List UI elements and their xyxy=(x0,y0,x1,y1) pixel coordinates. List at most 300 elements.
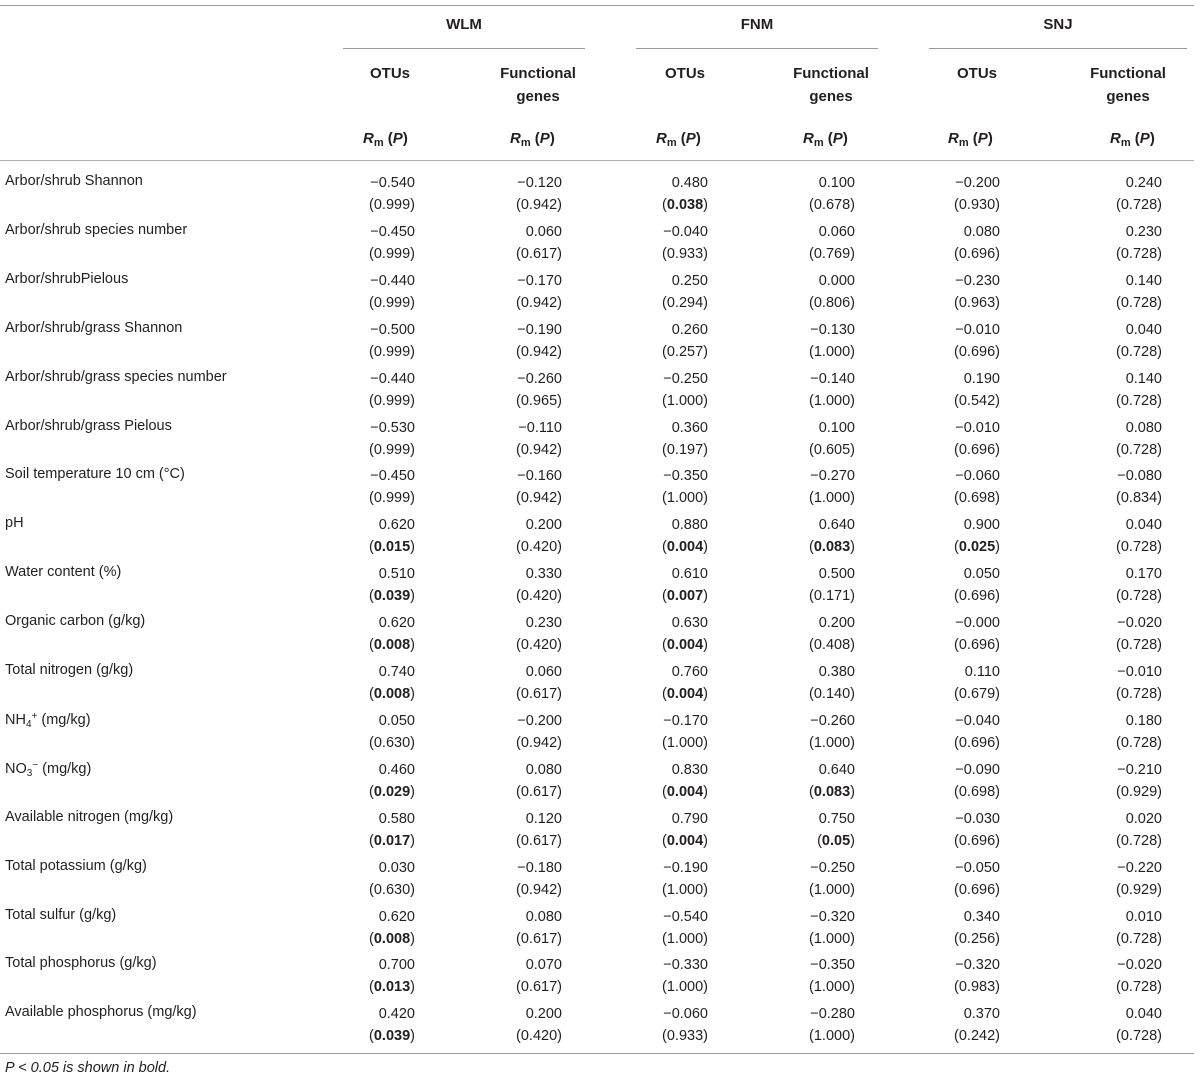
p-value-number: 0.696 xyxy=(958,343,996,360)
r-value: 0.580 xyxy=(378,810,415,827)
p-value-number: 0.678 xyxy=(813,197,851,213)
p-value-significant: 0.029 xyxy=(373,783,411,800)
p-value: (0.617) xyxy=(516,832,562,849)
r-value: −0.350 xyxy=(663,468,708,485)
p-value-number: 0.696 xyxy=(958,441,996,458)
r-value: −0.030 xyxy=(955,810,1000,827)
p-value-number: 0.999 xyxy=(373,441,411,458)
p-value-significant: 0.004 xyxy=(666,686,704,702)
p-value-significant: 0.083 xyxy=(813,783,851,800)
r-value: −0.440 xyxy=(370,272,415,289)
r-value: 0.230 xyxy=(525,615,562,632)
p-value: (1.000) xyxy=(809,734,855,751)
p-value-significant: 0.004 xyxy=(666,832,704,849)
p-value: (0.617) xyxy=(516,686,562,702)
row-label: Soil temperature 10 cm (°C) xyxy=(5,466,185,483)
p-value: (0.617) xyxy=(516,245,562,262)
r-value: −0.120 xyxy=(517,175,562,191)
r-value: 0.380 xyxy=(818,664,855,680)
p-value: (1.000) xyxy=(809,392,855,409)
r-value: 0.830 xyxy=(671,761,708,778)
p-value: (0.140) xyxy=(809,686,855,702)
p-value: (0.999) xyxy=(369,245,415,262)
row-label: Water content (%) xyxy=(5,564,122,581)
p-value: (0.942) xyxy=(516,294,562,311)
table-footnote: P < 0.05 is shown in bold. xyxy=(5,1060,171,1076)
p-value-significant: 0.083 xyxy=(813,539,851,556)
row-label: Total nitrogen (g/kg) xyxy=(5,662,134,678)
p-value-number: 0.999 xyxy=(373,343,411,360)
group-rule xyxy=(929,48,1187,49)
p-value: (0.983) xyxy=(954,979,1000,996)
r-value: −0.050 xyxy=(955,859,1000,876)
p-value: (0.617) xyxy=(516,930,562,947)
p-value-number: 1.000 xyxy=(666,734,704,751)
p-value-number: 0.197 xyxy=(666,441,704,458)
r-value: −0.090 xyxy=(955,761,1000,778)
table-row xyxy=(0,650,1194,702)
r-value: −0.020 xyxy=(1117,615,1162,632)
p-value: (0.05) xyxy=(817,832,855,849)
r-value: 0.040 xyxy=(1125,517,1162,534)
table-row xyxy=(0,503,1194,556)
p-value: (0.728) xyxy=(1116,245,1162,262)
r-value: 0.140 xyxy=(1125,370,1162,387)
p-value: (0.004) xyxy=(662,783,708,800)
r-value: −0.060 xyxy=(955,468,1000,485)
p-value-number: 0.630 xyxy=(373,734,411,751)
table-row xyxy=(0,552,1194,605)
row-label: Arbor/shrub/grass species number xyxy=(5,368,227,385)
row-label: Total phosphorus (g/kg) xyxy=(5,955,157,972)
p-value-number: 0.806 xyxy=(813,294,851,311)
r-value: 0.480 xyxy=(671,175,708,191)
p-value-number: 0.617 xyxy=(520,783,558,800)
p-value-number: 0.257 xyxy=(666,343,704,360)
r-value: 0.040 xyxy=(1125,1006,1162,1023)
p-value: (0.728) xyxy=(1116,979,1162,996)
p-value-number: 0.696 xyxy=(958,832,996,849)
r-value: 0.200 xyxy=(525,517,562,534)
p-value-number: 0.942 xyxy=(520,197,558,213)
p-value: (0.004) xyxy=(662,686,708,702)
p-value: (0.728) xyxy=(1116,294,1162,311)
label-sub: 4 xyxy=(25,718,32,730)
stat-r-sub: m xyxy=(520,137,531,149)
r-value: 0.050 xyxy=(378,712,415,729)
table-row xyxy=(0,846,1194,898)
p-value: (0.257) xyxy=(662,343,708,360)
p-value-significant: 0.008 xyxy=(373,930,411,947)
group-header: FNM xyxy=(740,16,774,33)
p-value: (0.617) xyxy=(516,783,562,800)
p-value-number: 1.000 xyxy=(666,930,704,947)
r-value: 0.080 xyxy=(525,761,562,778)
p-value-number: 0.140 xyxy=(813,686,851,702)
r-value: 0.100 xyxy=(818,175,855,191)
p-value-number: 1.000 xyxy=(813,881,851,898)
table-row xyxy=(0,601,1194,654)
p-value-number: 0.728 xyxy=(1120,832,1158,849)
top-rule xyxy=(0,5,1194,6)
r-value: −0.170 xyxy=(517,272,562,289)
p-value: (0.171) xyxy=(809,588,855,605)
row-label: Arbor/shrubPielous xyxy=(5,270,129,287)
p-value: (0.025) xyxy=(954,539,1000,556)
stat-p: P xyxy=(685,130,696,147)
r-value: −0.190 xyxy=(517,321,562,338)
p-value: (0.408) xyxy=(809,637,855,654)
r-value: −0.060 xyxy=(663,1006,708,1023)
p-value-number: 0.942 xyxy=(520,441,558,458)
table-row xyxy=(0,259,1194,311)
p-value: (1.000) xyxy=(662,881,708,898)
row-label: Organic carbon (g/kg) xyxy=(5,613,146,630)
table-row xyxy=(0,357,1194,409)
r-value: −0.440 xyxy=(370,370,415,387)
p-value-number: 0.999 xyxy=(373,392,411,409)
stat-r: R xyxy=(1110,130,1121,147)
p-value-number: 0.769 xyxy=(813,245,851,262)
row-label: pH xyxy=(5,515,24,532)
p-value-number: 0.999 xyxy=(373,197,411,213)
p-value: (1.000) xyxy=(662,930,708,947)
r-value: 0.700 xyxy=(378,957,415,974)
r-value: −0.020 xyxy=(1117,957,1162,974)
r-value: 0.620 xyxy=(378,517,415,534)
group-rule xyxy=(343,48,585,49)
p-value: (0.617) xyxy=(516,979,562,996)
p-value-number: 0.542 xyxy=(958,392,996,409)
p-value: (0.420) xyxy=(516,1028,562,1045)
r-value: −0.010 xyxy=(955,419,1000,436)
r-value: 0.620 xyxy=(378,615,415,632)
p-value-number: 0.617 xyxy=(520,930,558,947)
sub-header: OTUs xyxy=(956,65,997,82)
stat-p: P xyxy=(1139,130,1150,147)
p-value-number: 0.242 xyxy=(958,1028,996,1045)
r-value: 0.030 xyxy=(378,859,415,876)
p-value-number: 0.933 xyxy=(666,245,704,262)
p-value-number: 0.728 xyxy=(1120,245,1158,262)
r-value: 0.900 xyxy=(963,517,1000,534)
p-value: (0.696) xyxy=(954,588,1000,605)
p-value-significant: 0.004 xyxy=(666,637,704,654)
stat-r: R xyxy=(948,130,959,147)
p-value: (0.007) xyxy=(662,588,708,605)
r-value: −0.540 xyxy=(663,908,708,925)
p-value-number: 0.929 xyxy=(1120,881,1158,898)
table-row xyxy=(0,406,1194,458)
p-value: (0.999) xyxy=(369,490,415,507)
p-value: (0.294) xyxy=(662,294,708,311)
stat-r: R xyxy=(510,130,521,147)
value-cell xyxy=(482,1003,562,1047)
p-value-significant: 0.008 xyxy=(373,637,411,654)
r-value: 0.460 xyxy=(378,761,415,778)
p-value-significant: 0.008 xyxy=(373,686,411,702)
r-value: 0.620 xyxy=(378,908,415,925)
p-value: (0.698) xyxy=(954,783,1000,800)
r-value: 0.510 xyxy=(378,566,415,583)
p-value: (0.083) xyxy=(809,539,855,556)
p-value: (0.038) xyxy=(662,197,708,213)
p-value: (0.696) xyxy=(954,832,1000,849)
r-value: 0.420 xyxy=(378,1006,415,1023)
p-value-number: 1.000 xyxy=(813,979,851,996)
p-value-number: 0.630 xyxy=(373,881,411,898)
p-value: (1.000) xyxy=(809,930,855,947)
r-value: 0.080 xyxy=(1125,419,1162,436)
r-value: 0.640 xyxy=(818,517,855,534)
p-value-number: 0.963 xyxy=(958,294,996,311)
r-value: 0.190 xyxy=(963,370,1000,387)
p-value: (0.256) xyxy=(954,930,1000,947)
p-value-number: 0.929 xyxy=(1120,783,1158,800)
p-value-number: 0.999 xyxy=(373,490,411,507)
stat-r: R xyxy=(656,130,667,147)
p-value: (0.679) xyxy=(954,686,1000,702)
row-label xyxy=(5,760,91,779)
stat-header: $R_m$ (P) xyxy=(948,130,993,149)
p-value: (0.728) xyxy=(1116,392,1162,409)
r-value: −0.010 xyxy=(955,321,1000,338)
p-value: (0.039) xyxy=(369,588,415,605)
r-value: −0.530 xyxy=(370,419,415,436)
r-value: −0.180 xyxy=(517,859,562,876)
p-value-number: 0.617 xyxy=(520,245,558,262)
p-value-number: 1.000 xyxy=(666,979,704,996)
p-value-significant: 0.013 xyxy=(373,979,411,996)
p-value: (0.696) xyxy=(954,245,1000,262)
value-cell xyxy=(920,1003,1000,1047)
r-value: 0.370 xyxy=(963,1006,1000,1023)
label-rest: (mg/kg) xyxy=(37,711,91,728)
r-value: 0.750 xyxy=(818,810,855,827)
p-value: (0.420) xyxy=(516,637,562,654)
p-value-significant: 0.038 xyxy=(666,197,704,213)
r-value: −0.280 xyxy=(810,1006,855,1023)
p-value-number: 0.679 xyxy=(958,686,996,702)
p-value-number: 0.942 xyxy=(520,294,558,311)
p-value: (0.728) xyxy=(1116,441,1162,458)
p-value: (1.000) xyxy=(809,979,855,996)
row-label: Available phosphorus (mg/kg) xyxy=(5,1004,197,1021)
p-value-number: 0.698 xyxy=(958,783,996,800)
r-value: 0.640 xyxy=(818,761,855,778)
p-value-number: 0.420 xyxy=(520,539,558,556)
r-value: 0.790 xyxy=(671,810,708,827)
sub-header: OTUs xyxy=(369,65,410,82)
r-value: −0.130 xyxy=(810,321,855,338)
r-value: 0.120 xyxy=(525,810,562,827)
p-value: (0.696) xyxy=(954,734,1000,751)
p-value: (0.029) xyxy=(369,783,415,800)
r-value: 0.760 xyxy=(671,664,708,680)
row-label: Arbor/shrub/grass Pielous xyxy=(5,417,172,434)
p-value-number: 0.728 xyxy=(1120,294,1158,311)
r-value: 0.170 xyxy=(1125,566,1162,583)
r-value: −0.250 xyxy=(663,370,708,387)
p-value-number: 0.294 xyxy=(666,294,704,311)
r-value: 0.340 xyxy=(963,908,1000,925)
p-value-significant: 0.015 xyxy=(373,539,411,556)
p-value: (0.420) xyxy=(516,539,562,556)
p-value: (0.942) xyxy=(516,881,562,898)
r-value: −0.260 xyxy=(810,712,855,729)
r-value: 0.740 xyxy=(378,664,415,680)
p-value: (0.933) xyxy=(662,1028,708,1045)
bottom-rule xyxy=(0,1053,1194,1054)
p-value: (0.965) xyxy=(516,392,562,409)
p-value: (0.008) xyxy=(369,930,415,947)
r-value: −0.080 xyxy=(1117,468,1162,485)
r-value: 0.010 xyxy=(1125,908,1162,925)
p-value-number: 0.942 xyxy=(520,490,558,507)
p-value: (0.039) xyxy=(369,1028,415,1045)
r-value: −0.500 xyxy=(370,321,415,338)
p-value: (1.000) xyxy=(809,490,855,507)
group-rule xyxy=(636,48,878,49)
p-value-number: 0.728 xyxy=(1120,686,1158,702)
p-value-number: 0.420 xyxy=(520,588,558,605)
p-value: (0.004) xyxy=(662,832,708,849)
p-value-number: 0.605 xyxy=(813,441,851,458)
p-value: (1.000) xyxy=(809,1028,855,1045)
p-value: (0.942) xyxy=(516,197,562,213)
p-value-number: 1.000 xyxy=(813,490,851,507)
p-value: (0.630) xyxy=(369,734,415,751)
p-value-number: 0.696 xyxy=(958,881,996,898)
p-value-number: 0.728 xyxy=(1120,588,1158,605)
stat-r: R xyxy=(803,130,814,147)
r-value: 0.070 xyxy=(525,957,562,974)
p-value-number: 0.728 xyxy=(1120,930,1158,947)
p-value-number: 0.728 xyxy=(1120,979,1158,996)
p-value-number: 0.728 xyxy=(1120,734,1158,751)
r-value: 0.060 xyxy=(818,223,855,240)
p-value: (0.942) xyxy=(516,490,562,507)
row-label: Total potassium (g/kg) xyxy=(5,857,147,874)
p-value: (0.999) xyxy=(369,294,415,311)
r-value: 0.140 xyxy=(1125,272,1162,289)
stat-r: R xyxy=(363,130,374,147)
table-row xyxy=(0,748,1194,800)
p-value: (0.083) xyxy=(809,783,855,800)
r-value: −0.250 xyxy=(810,859,855,876)
p-value: (0.197) xyxy=(662,441,708,458)
row-label xyxy=(5,711,91,730)
p-value-number: 0.983 xyxy=(958,979,996,996)
r-value: −0.160 xyxy=(517,468,562,485)
label-sup: − xyxy=(32,759,39,771)
row-label: Arbor/shrub/grass Shannon xyxy=(5,319,183,336)
r-value: 0.630 xyxy=(671,615,708,632)
p-value-number: 0.408 xyxy=(813,637,851,654)
r-value: 0.200 xyxy=(525,1006,562,1023)
value-cell xyxy=(1082,1003,1162,1047)
r-value: 0.360 xyxy=(671,419,708,436)
r-value: −0.190 xyxy=(663,859,708,876)
r-value: 0.060 xyxy=(525,223,562,240)
p-value: (0.933) xyxy=(662,245,708,262)
stat-header: $R_m$ (P) xyxy=(656,130,701,149)
r-value: −0.000 xyxy=(955,615,1000,632)
p-value: (0.930) xyxy=(954,197,1000,213)
r-value: 0.240 xyxy=(1125,175,1162,191)
stat-header: $R_m$ (P) xyxy=(803,130,848,149)
p-value: (0.728) xyxy=(1116,686,1162,702)
r-value: −0.450 xyxy=(370,468,415,485)
sub-header: Functional genes xyxy=(500,65,576,105)
p-value: (0.769) xyxy=(809,245,855,262)
p-value: (0.728) xyxy=(1116,734,1162,751)
r-value: −0.110 xyxy=(518,419,562,436)
p-value: (1.000) xyxy=(662,979,708,996)
p-value: (1.000) xyxy=(662,490,708,507)
sub-header: Functional genes xyxy=(1090,65,1166,105)
table-row xyxy=(0,161,1194,213)
p-value: (0.008) xyxy=(369,637,415,654)
p-value-number: 0.696 xyxy=(958,245,996,262)
r-value: 0.180 xyxy=(1125,712,1162,729)
p-value-number: 1.000 xyxy=(813,930,851,947)
p-value-number: 0.728 xyxy=(1120,539,1158,556)
r-value: −0.320 xyxy=(955,957,1000,974)
label-rest: (mg/kg) xyxy=(38,760,92,777)
stat-r-sub: m xyxy=(1120,137,1131,149)
stat-header: $R_m$ (P) xyxy=(363,130,408,149)
p-value: (0.728) xyxy=(1116,1028,1162,1045)
r-value: 0.880 xyxy=(671,517,708,534)
r-value: 0.080 xyxy=(525,908,562,925)
label-base: NO xyxy=(5,760,27,777)
r-value: −0.040 xyxy=(955,712,1000,729)
p-value: (0.696) xyxy=(954,637,1000,654)
p-value: (0.630) xyxy=(369,881,415,898)
table-row xyxy=(0,943,1194,996)
p-value: (0.004) xyxy=(662,539,708,556)
group-header: WLM xyxy=(446,16,482,33)
p-value: (0.929) xyxy=(1116,881,1162,898)
p-value: (0.929) xyxy=(1116,783,1162,800)
p-value: (0.242) xyxy=(954,1028,1000,1045)
stat-r-sub: m xyxy=(373,137,384,149)
r-value: −0.330 xyxy=(663,957,708,974)
r-value: 0.110 xyxy=(964,664,1000,680)
p-value-number: 0.965 xyxy=(520,392,558,409)
p-value: (1.000) xyxy=(809,881,855,898)
p-value-significant: 0.017 xyxy=(373,832,411,849)
p-value-number: 0.696 xyxy=(958,588,996,605)
p-value: (0.834) xyxy=(1116,490,1162,507)
p-value-number: 0.834 xyxy=(1120,490,1158,507)
p-value: (0.696) xyxy=(954,881,1000,898)
r-value: 0.050 xyxy=(963,566,1000,583)
p-value: (0.013) xyxy=(369,979,415,996)
p-value: (0.999) xyxy=(369,197,415,213)
table-row xyxy=(0,454,1194,507)
p-value-number: 0.999 xyxy=(373,294,411,311)
stat-header: $R_m$ (P) xyxy=(1110,130,1155,149)
r-value: 0.610 xyxy=(671,566,708,583)
p-value-number: 0.728 xyxy=(1120,343,1158,360)
p-value: (0.698) xyxy=(954,490,1000,507)
p-value: (1.000) xyxy=(662,392,708,409)
p-value-significant: 0.004 xyxy=(666,539,704,556)
p-value: (0.728) xyxy=(1116,588,1162,605)
r-value: −0.350 xyxy=(810,957,855,974)
